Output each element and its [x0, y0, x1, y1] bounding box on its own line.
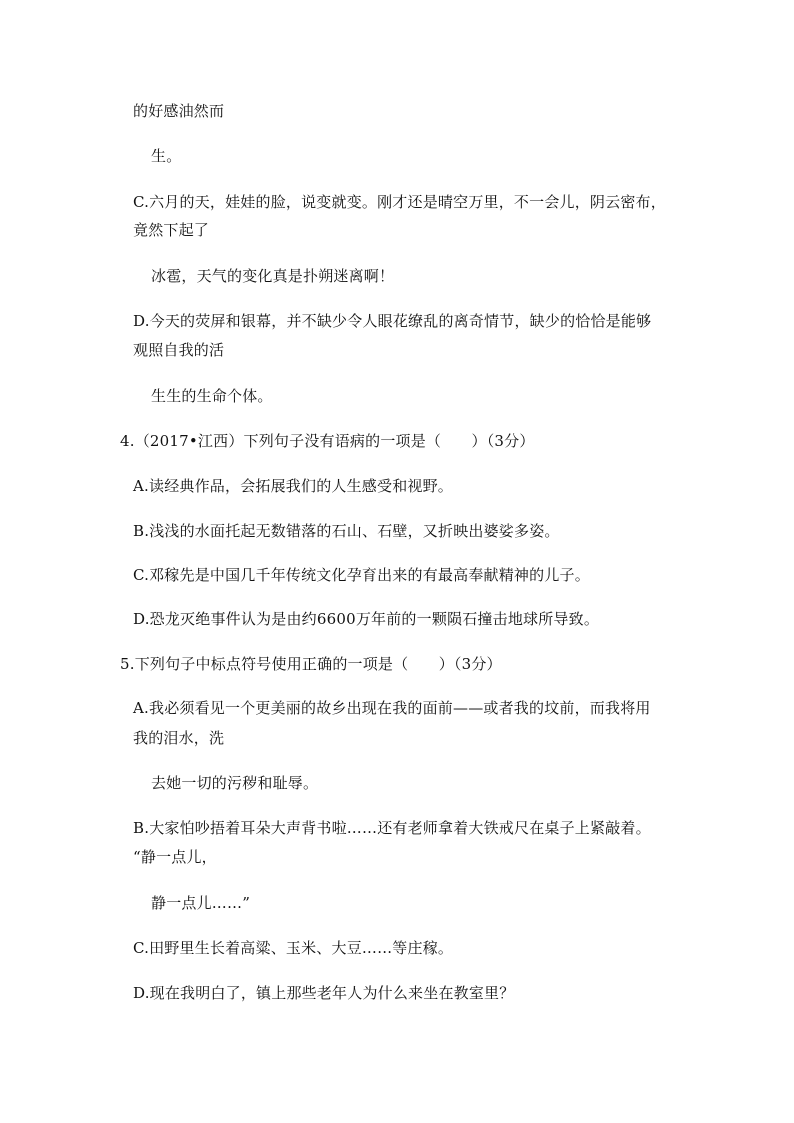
q5-option-a: A.我必须看见一个更美丽的故乡出现在我的面前——或者我的坟前，而我将用	[133, 699, 651, 717]
text-line: “静一点儿，	[133, 848, 217, 866]
q5-option-b: B.大家怕吵捂着耳朵大声背书啦……还有老师拿着大铁戒尺在桌子上紧敲着。	[133, 819, 651, 837]
text-line: 观照自我的活	[133, 341, 225, 359]
q4-option-a: A.读经典作品，会拓展我们的人生感受和视野。	[133, 477, 454, 495]
option-d-line: D.今天的荧屏和银幕，并不缺少令人眼花缭乱的离奇情节，缺少的恰恰是能够	[133, 312, 652, 330]
q4-option-d: D.恐龙灭绝事件认为是由约6600万年前的一颗陨石撞击地球所导致。	[133, 610, 600, 628]
question-5-title: 5.下列句子中标点符号使用正确的一项是（ ）（3分）	[120, 655, 502, 673]
q5-option-c: C.田野里生长着高粱、玉米、大豆……等庄稼。	[133, 939, 454, 957]
q4-option-b: B.浅浅的水面托起无数错落的石山、石壁，又折映出婆娑多姿。	[133, 522, 560, 540]
text-line: 生。	[151, 147, 182, 165]
text-line: 静一点儿……”	[151, 894, 251, 912]
option-c-line: C.六月的天，娃娃的脸，说变就变。刚才还是晴空万里，不一会儿，阴云密布，	[133, 193, 666, 211]
text-line: 的好感油然而	[133, 102, 225, 120]
question-4-title: 4.（2017•江西）下列句子没有语病的一项是（ ）（3分）	[120, 432, 535, 450]
text-line: 我的泪水，洗	[133, 729, 225, 747]
q5-option-d: D.现在我明白了，镇上那些老年人为什么来坐在教室里？	[133, 984, 515, 1002]
q4-option-c: C.邓稼先是中国几千年传统文化孕育出来的有最高奉献精神的儿子。	[133, 566, 590, 584]
text-line: 生生的生命个体。	[151, 387, 273, 405]
text-line: 竟然下起了	[133, 221, 210, 239]
text-line: 去她一切的污秽和耻辱。	[151, 774, 319, 792]
text-line: 冰雹，天气的变化真是扑朔迷离啊！	[151, 267, 395, 285]
